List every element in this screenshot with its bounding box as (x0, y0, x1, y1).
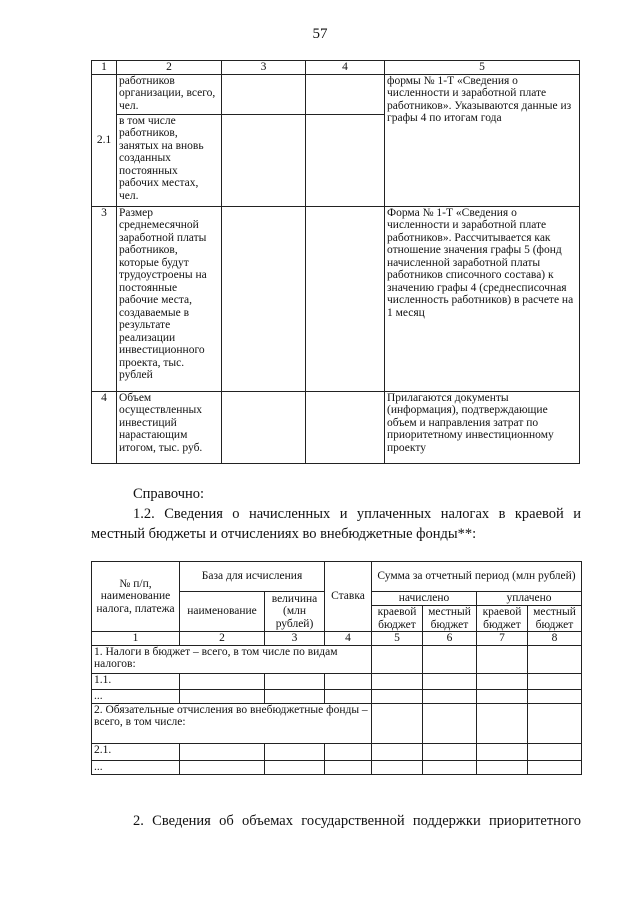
reference-heading: Справочно: (133, 486, 205, 502)
header-base-value: величина (млн рублей) (265, 592, 325, 632)
row-label: 1.1. (92, 673, 180, 689)
colnum-7: 7 (477, 632, 528, 646)
header-accrued-regional: краевой бюджет (372, 606, 423, 632)
colnum-5: 5 (372, 632, 423, 646)
row-number: 2.1 (92, 74, 117, 206)
header-paid-regional: краевой бюджет (477, 606, 528, 632)
header-rate: Ставка (325, 562, 372, 632)
table-row (92, 689, 582, 703)
table-header-row (92, 61, 580, 75)
header-paid-local: местный бюджет (528, 606, 582, 632)
colnum-3: 3 (265, 632, 325, 646)
col-header-1: 1 (92, 61, 117, 75)
header-sum: Сумма за отчетный период (млн рублей) (372, 562, 582, 592)
table-row (92, 74, 580, 114)
indicators-table (91, 60, 580, 464)
page-number: 57 (312, 26, 328, 42)
row-note: Форма № 1-Т «Сведения о численности и заработной плате работников». Рассчитывается как отношение значения графы 5 (фонд начисленной заработной платы работников списочного состава) к значению графы 4 (среднесписочная численность работников) в расчете на 1 месяц (385, 206, 580, 391)
header-accrued: начислено (372, 592, 477, 606)
header-base-name: наименование (180, 592, 265, 632)
colnum-4: 4 (325, 632, 372, 646)
header-number-name: № п/п, наименование налога, платежа (92, 562, 180, 632)
row-label: ... (92, 760, 180, 774)
table-row (92, 743, 582, 760)
table-row (92, 391, 580, 463)
row-funds-total: 2. Обязательные отчисления во внебюджетные фонды – всего, в том числе: (92, 703, 372, 743)
col-header-3: 3 (222, 61, 306, 75)
section-1-2-heading: 1.2. Сведения о начисленных и уплаченных налогах в краевой и местный бюджеты и отчислениях во внебюджетные фонды**: (91, 506, 581, 542)
col-header-4: 4 (306, 61, 385, 75)
row-label: в том числе работников, занятых на вновь созданных постоянных рабочих местах, чел. (117, 114, 222, 206)
row-number: 3 (92, 206, 117, 391)
row-label: работников организации, всего, чел. (117, 74, 222, 114)
col-header-2: 2 (117, 61, 222, 75)
table-row (92, 206, 580, 391)
section-2-heading: 2. Сведения об объемах государственной поддержки приоритетного (133, 813, 581, 829)
row-label: ... (92, 689, 180, 703)
row-label: 2.1. (92, 743, 180, 760)
table-row (92, 760, 582, 774)
colnum-1: 1 (92, 632, 180, 646)
colnum-2: 2 (180, 632, 265, 646)
table-row (92, 703, 582, 743)
row-label: Объем осуществленных инвестиций нарастающим итогом, тыс. руб. (117, 391, 222, 463)
row-note: формы № 1-Т «Сведения о численности и заработной плате работников». Указываются данные из графы 4 по итогам года (385, 74, 580, 206)
row-note: Прилагаются документы (информация), подтверждающие объем и направления затрат по приоритетному инвестиционному проекту (385, 391, 580, 463)
row-number: 4 (92, 391, 117, 463)
row-label: Размер среднемесячной заработной платы работников, которые будут трудоустроены на постоянные рабочие места, создаваемые в результате реализации инвестиционного проекта, тыс. рублей (117, 206, 222, 391)
header-accrued-local: местный бюджет (423, 606, 477, 632)
taxes-table (91, 561, 582, 775)
header-base: База для исчисления (180, 562, 325, 592)
column-numbers-row (92, 632, 582, 646)
col-header-5: 5 (385, 61, 580, 75)
header-paid: уплачено (477, 592, 582, 606)
colnum-6: 6 (423, 632, 477, 646)
table-row (92, 645, 582, 673)
table-row (92, 673, 582, 689)
row-taxes-total: 1. Налоги в бюджет – всего, в том числе по видам налогов: (92, 645, 372, 673)
colnum-8: 8 (528, 632, 582, 646)
